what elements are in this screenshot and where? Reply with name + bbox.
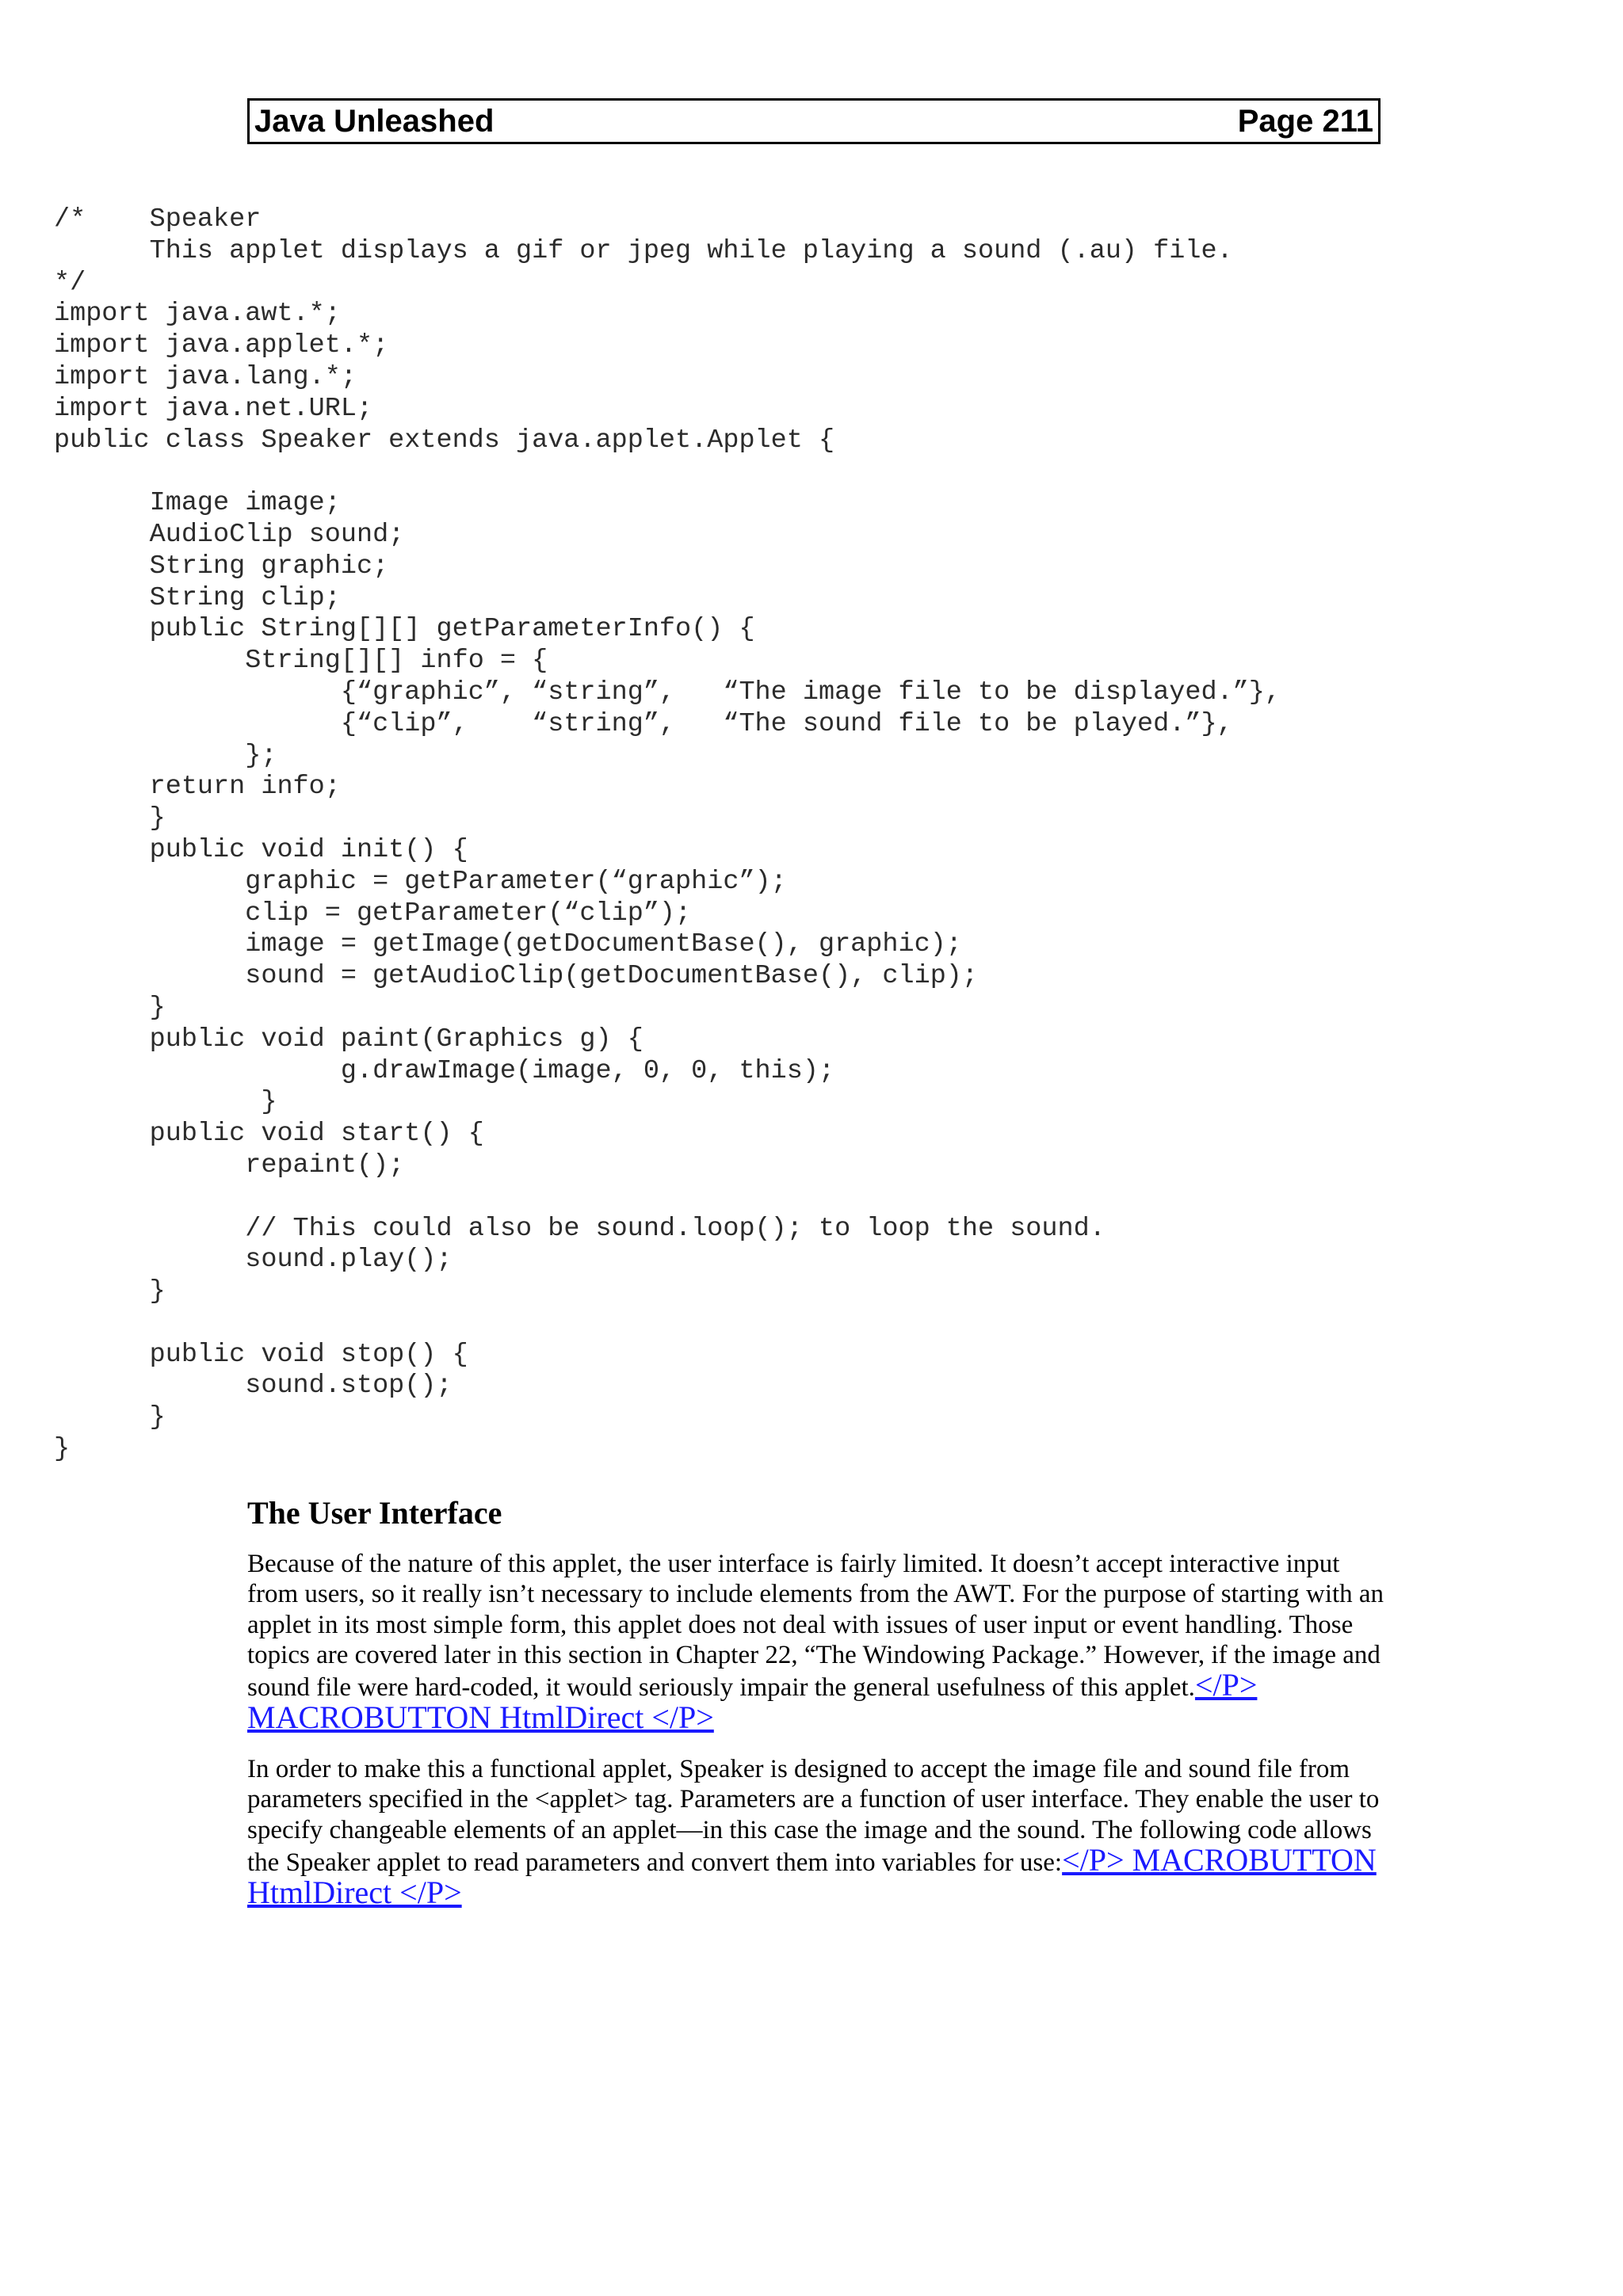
code-line: String graphic; <box>54 551 389 582</box>
code-line: sound.stop(); <box>54 1371 453 1402</box>
code-line: {“clip”, “string”, “The sound file to be played.”}, <box>54 708 1233 739</box>
code-line: // This could also be sound.loop(); to loop the sound. <box>54 1213 1106 1244</box>
macrobutton-link[interactable]: </P> MACROBUTTON HtmlDirect </P> <box>247 1667 1258 1736</box>
code-line <box>54 1308 1281 1340</box>
code-line <box>54 1182 1281 1214</box>
code-line: public String[][] getParameterInfo() { <box>54 614 755 645</box>
code-line: String[][] info = { <box>54 646 548 677</box>
paragraph-text: In order to make this a functional applet, Speaker is designed to accept the image file and sound file from parameters specified in the <applet> tag. Parameters are a function of user interface. They enable the user to specify changeable elements of an applet—in this case the image and the sound. The following code allows the Speaker applet to read parameters and convert them into variables for use: <box>247 1755 1380 1877</box>
code-line: public void start() { <box>54 1119 484 1150</box>
code-line: g.drawImage(image, 0, 0, this); <box>54 1055 835 1086</box>
code-line <box>54 456 1281 488</box>
section-heading: The User Interface <box>247 1495 502 1531</box>
code-line: import java.net.URL; <box>54 393 373 424</box>
code-line: sound = getAudioClip(getDocumentBase(), clip); <box>54 961 979 992</box>
page-number: Page 211 <box>1237 104 1373 139</box>
code-line: AudioClip sound; <box>54 519 405 550</box>
code-line: import java.applet.*; <box>54 330 389 361</box>
code-listing <box>54 204 1281 1466</box>
code-line: } <box>54 1402 166 1433</box>
code-line: public void paint(Graphics g) { <box>54 1024 643 1055</box>
code-line: } <box>54 1276 166 1307</box>
code-line: }; <box>54 740 277 771</box>
book-title: Java Unleashed <box>254 104 495 139</box>
body-paragraph <box>247 1549 1388 1736</box>
code-line: } <box>54 1434 71 1465</box>
code-line: } <box>54 1087 277 1118</box>
code-line: String clip; <box>54 582 341 613</box>
code-line: repaint(); <box>54 1150 405 1180</box>
code-line: sound.play(); <box>54 1245 453 1276</box>
code-line: Image image; <box>54 488 341 519</box>
page-header <box>247 98 1381 144</box>
code-line: import java.awt.*; <box>54 299 341 330</box>
code-line: import java.lang.*; <box>54 361 357 392</box>
code-line: image = getImage(getDocumentBase(), graphic); <box>54 929 962 960</box>
code-line: */ <box>54 267 86 298</box>
code-line: public class Speaker extends java.applet.Applet { <box>54 425 835 456</box>
macrobutton-link[interactable]: </P> MACROBUTTON HtmlDirect </P> <box>247 1841 1377 1911</box>
code-line: {“graphic”, “string”, “The image file to be displayed.”}, <box>54 677 1281 707</box>
code-line: public void init() { <box>54 834 468 865</box>
code-line: graphic = getParameter(“graphic”); <box>54 866 787 897</box>
code-line: This applet displays a gif or jpeg while playing a sound (.au) file. <box>54 235 1233 266</box>
code-line: public void stop() { <box>54 1339 468 1370</box>
code-line: /* Speaker <box>54 204 262 235</box>
code-line: return info; <box>54 772 341 803</box>
body-paragraph <box>247 1754 1388 1910</box>
paragraph-text: Because of the nature of this applet, the user interface is fairly limited. It doesn’t accept interactive input from users, so it really isn’t necessary to include elements from the AWT. For the purpose of starting with an applet in its most simple form, this applet does not deal with issues of user input or event handling. Those topics are covered later in this section in Chapter 22, “The Windowing Package.” However, if the image and sound file were hard-coded, it would seriously impair the general usefulness of this applet. <box>247 1550 1384 1703</box>
code-line: } <box>54 992 166 1023</box>
code-line: clip = getParameter(“clip”); <box>54 898 692 929</box>
code-line: } <box>54 803 166 834</box>
